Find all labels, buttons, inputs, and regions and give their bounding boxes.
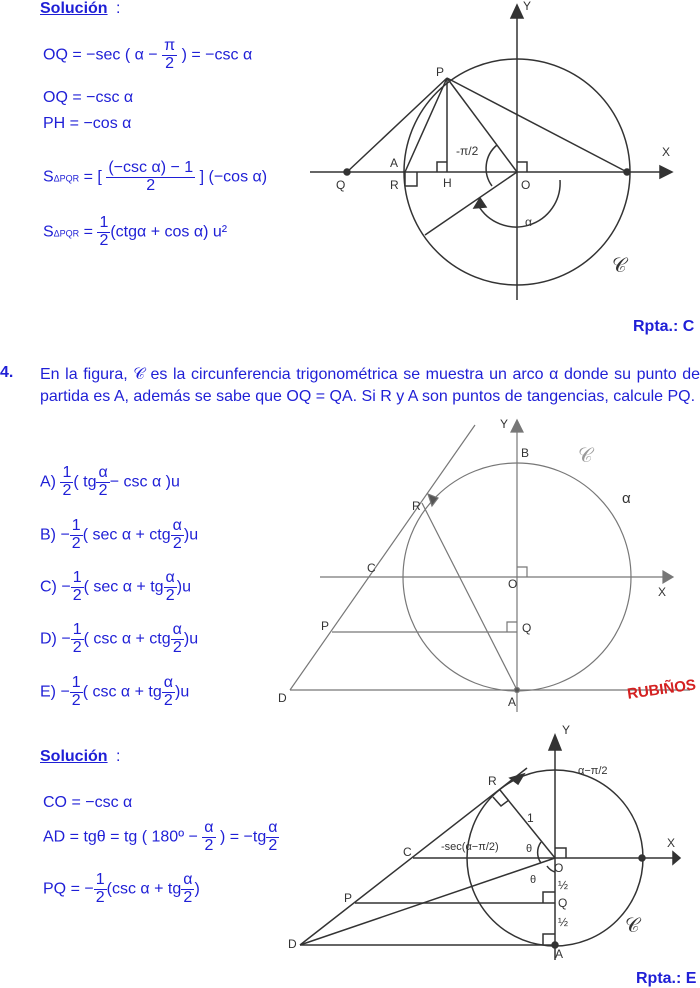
- equation-oq-2: OQ = −csc α: [43, 89, 134, 106]
- option-c: C) − $\frac{1}{2}$ ( sec α + tg $\frac{\alpha}{2}$ )u: [40, 569, 192, 604]
- svg-text:-sec(α−π/2): -sec(α−π/2): [441, 841, 499, 853]
- figure-3: [288, 723, 680, 961]
- svg-text:R: R: [390, 178, 399, 192]
- svg-text:𝒞: 𝒞: [612, 255, 627, 277]
- svg-text:R: R: [488, 774, 497, 788]
- svg-text:P: P: [344, 891, 353, 905]
- svg-text:X: X: [662, 145, 671, 159]
- svg-text:B: B: [521, 446, 530, 460]
- rubinos-logo: RUBIÑOS: [626, 676, 698, 703]
- svg-text:X: X: [667, 836, 676, 850]
- equation-ad: AD = tgθ = tg ( 180º − $\frac{\alpha}{2}$ ) = −tg $\frac{\alpha}{2}$: [43, 819, 278, 854]
- svg-text:Y: Y: [523, 0, 532, 13]
- svg-text:α−π/2: α−π/2: [578, 765, 608, 777]
- document-page: Y X P A R Q H O -π/2 α 𝒞 Y B 𝒞 α R C O X P Q D A RUBIÑOS Y α−π/2 R 1 X C -sec(α−π/2) θ O θ ½ Q ½ P D A 𝒞 Solución : OQ = −sec ( α − $\frac{\pi}{2}$ ) = −csc α OQ = −csc α PH = −cos α SΔPQR = [ (−csc α) − 1 2 ] (−cos α) SΔPQR = $\frac{1}{2}$ (ctgα + cos α) u² Rpta.: C 4. En la figura, 𝒞 es la circunferencia trigonométrica se muestra un arco α donde su punto de partida es A, además se sabe que OQ = QA. Si R y A son puntos de tangencias, calcule PQ. A) $\frac{1}{2}$ ( tg $\frac{\alpha}{2}$ − csc α )u B) − $\frac{1}{2}$ ( sec α + ctg $\frac{\alpha}{2}$ )u C) − $\frac{1}{2}$ ( sec α + tg $\frac{\alpha}{2}$ )u D) − $\frac{1}{2}$ ( csc α + ctg $\frac{\alpha}{2}$ )u E) − $\frac{1}{2}$ ( csc α + tg $\frac{\alpha}{2}$ )u Solución : CO = −csc α AD = tgθ = tg ( 180º − $\frac{\alpha}{2}$ ) = −tg $\frac{\alpha}{2}$ PQ = − $\frac{1}{2}$ (csc α + tg $\frac{\alpha}{2}$ ) Rpta.: E: [0, 0, 700, 987]
- svg-text:Y: Y: [562, 723, 571, 737]
- svg-text:D: D: [278, 691, 287, 705]
- equation-area-1: SΔPQR = [ (−csc α) − 1 2 ] (−cos α): [43, 159, 268, 194]
- svg-text:C: C: [403, 845, 412, 859]
- figure-2: [278, 417, 697, 712]
- svg-text:𝒞: 𝒞: [625, 915, 640, 937]
- equation-co: CO = −csc α: [43, 794, 133, 811]
- solution-heading: Solución: [40, 0, 108, 17]
- svg-text:Q: Q: [558, 896, 568, 910]
- problem-number: 4.: [0, 364, 14, 381]
- problem-statement: En la figura, 𝒞 es la circunferencia trigonométrica se muestra un arco α donde su punto de partida es A, además se sabe que OQ = QA. Si R y A son puntos de tangencias, calcule PQ.: [40, 366, 700, 405]
- option-b: B) − $\frac{1}{2}$ ( sec α + ctg $\frac{\alpha}{2}$ )u: [40, 517, 199, 552]
- svg-text:α: α: [525, 215, 532, 229]
- option-e: E) − $\frac{1}{2}$ ( csc α + tg $\frac{\alpha}{2}$ )u: [40, 674, 190, 709]
- svg-text:Y: Y: [500, 417, 509, 431]
- svg-text:α: α: [622, 490, 631, 507]
- answer-2: Rpta.: E: [636, 970, 697, 987]
- svg-text:½: ½: [558, 915, 569, 929]
- svg-text:1: 1: [527, 811, 534, 825]
- svg-text:-π/2: -π/2: [456, 144, 479, 158]
- svg-text:P: P: [436, 65, 445, 79]
- svg-text:𝒞: 𝒞: [578, 445, 593, 467]
- svg-text:O: O: [508, 577, 518, 591]
- svg-text:H: H: [443, 176, 452, 190]
- svg-text:D: D: [288, 937, 297, 951]
- figure-1: [310, 0, 672, 300]
- svg-text:P: P: [321, 619, 330, 633]
- svg-text:A: A: [390, 156, 399, 170]
- svg-text:X: X: [658, 585, 667, 599]
- svg-text:O: O: [554, 861, 564, 875]
- svg-text:C: C: [367, 561, 376, 575]
- answer-1: Rpta.: C: [633, 318, 695, 335]
- option-d: D) − $\frac{1}{2}$ ( csc α + ctg $\frac{\alpha}{2}$ )u: [40, 621, 199, 656]
- svg-text:Q: Q: [522, 621, 532, 635]
- svg-text:A: A: [508, 695, 517, 709]
- svg-text:A: A: [555, 947, 564, 961]
- svg-text:½: ½: [558, 878, 569, 892]
- svg-text:θ: θ: [530, 874, 537, 886]
- svg-text:Q: Q: [336, 178, 346, 192]
- equation-ph: PH = −cos α: [43, 115, 132, 132]
- equation-area-2: SΔPQR = $\frac{1}{2}$ (ctgα + cos α) u²: [43, 214, 228, 249]
- svg-text:O: O: [521, 178, 531, 192]
- option-a: A) $\frac{1}{2}$ ( tg $\frac{\alpha}{2}$ − csc α )u: [40, 464, 180, 499]
- solution-heading-2: Solución: [40, 748, 108, 765]
- svg-text:θ: θ: [526, 843, 533, 855]
- svg-text:R: R: [412, 499, 421, 513]
- equation-pq: PQ = − $\frac{1}{2}$ (csc α + tg $\frac{\alpha}{2}$ ): [43, 871, 200, 906]
- equation-oq-1: OQ = −sec ( α − $\frac{\pi}{2}$ ) = −csc α: [43, 37, 253, 72]
